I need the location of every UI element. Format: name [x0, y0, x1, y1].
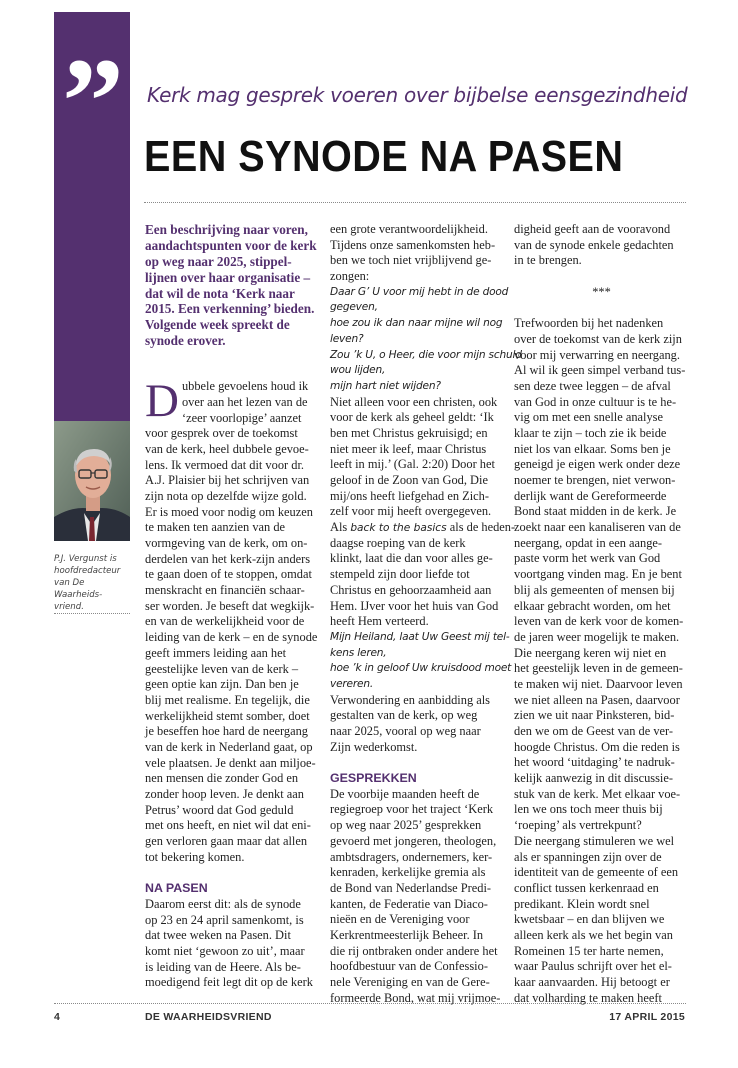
publication-name: DE WAARHEIDSVRIEND [145, 1011, 272, 1023]
drop-cap: D [145, 375, 179, 428]
article-column-3: digheid geeft aan de vooravond van de synode enkele gedachten in te brengen. *** Trefwoorden bij het nadenken over de toekomst van de kerk zijn voor mij verwarring en neergang. Al wil ik geen simpel verband tus- sen deze twee leggen – de afval van God in onze cultuur is te he- vig om met een snelle analyse klaar te zijn – toch zie ik beide niet los van elkaar. Soms ben je geneigd je eigen werk onder deze noemer te brengen, niet verwon- derlijk want de Gereformeerde Bond staat midden in de kerk. Je zoekt naar een kanaliseren van de neergang, opdat in een aange- paste vorm het werk van God voortgang vinden mag. En je bent blij als gemeenten of mensen bij elkaar gebracht worden, om het leven van de kerk voor de komen- de jaren weer mogelijk te maken. Die neergang keren wij niet en het geestelijk leven in de gemeen- te maken wij niet. Daarvoor leven we niet alleen na Pasen, daarvoor zien we uit naar Pinksteren, bid- den we om de Geest van de ver- hoogde Christus. Om die reden is het woord ‘uitdaging’ te nadruk- kelijk aanwezig in dit discussie- stuk van de kerk. Met elkaar voe- len we ons toch meer thuis bij ‘roeping’ als vertrekpunt? Die neergang stimuleren we wel als er spanningen zijn over de identiteit van de gemeente of een conflict tussen kerkenraad en predikant. Klein wordt snel kwetsbaar – en dan blijven we alleen kerk als we het begin van Romeinen 15 ter harte nemen, waar Paulus schrijft over het el- kaar aanvaarden. Hij betoogt er dat volharding te maken heeft [514, 222, 689, 1006]
article-column-2: een grote verantwoordelijkheid. Tijdens onze samenkomsten heb- ben we toch niet vrijblijvend ge- zongen: Daar G’ U voor mij hebt in de dood gegeven, hoe zou ik dan naar mijne wil nog leven? Zou ’k U, o Heer, die voor mijn schuld wou lijden, mijn hart niet wijden? Niet alleen voor een christen, ook voor de kerk als geheel geldt: ‘Ik ben met Christus gekruisigd; en niet meer ik leef, maar Christus leeft in mij.’ (Gal. 2:20) Door het geloof in de Zoon van God, Die mij/ons heeft liefgehad en Zich- zelf voor mij heeft overgegeven. Als back to the basics als de heden- daagse roeping van de kerk klinkt, laat die dan voor alles ge- stempeld zijn door liefde tot Christus en gehoorzaamheid aan Hem. IJver voor het huis van God heeft Hem verteerd. Mijn Heiland, laat Uw Geest mij tel- kens leren, hoe ’k in geloof Uw kruisdood moet vereren. Verwondering en aanbidding als gestalten van de kerk, op weg naar 2025, vooral op weg naar Zijn wederkomst. GESPREKKEN De voorbije maanden heeft de regiegroep voor het traject ‘Kerk op weg naar 2025’ gesprekken gevoerd met jongeren, theologen, ambtsdragers, ondernemers, ker- kenraden, kerkelijke gremia als de Bond van Nederlandse Predi- kanten, de Federatie van Diaco- nieën en de Vereniging voor Kerkrentmeesterlijk Beheer. In die rij ontbraken onder andere het hoofdbestuur van de Confessio- nele Vereniging en van de Gere- formeerde Bond, wat mij vrijmoe- [330, 222, 522, 1005]
article-intro: Een beschrijving naar voren, aandachtspunten voor de kerk op weg naar 2025, stippel- lijnen over haar organisatie – dat wil de nota ‘Kerk naar 2015. Een verkenning’ bieden. Volgende week spreekt de synode erover. [145, 222, 317, 349]
footer-divider [54, 1003, 686, 1004]
article-column-1 [145, 222, 320, 991]
section-heading-na-pasen: NA PASEN [145, 881, 208, 896]
psalm-quote-2: Mijn Heiland, laat Uw Geest mij tel- kens leren, hoe ’k in geloof Uw kruisdood moet vereren. [330, 630, 512, 690]
article-body: D ubbele gevoelens houd ik over aan het lezen van de ‘zeer voorlopige’ aanzet voor gesprek over de toekomst van de kerk, heel dubbele gevoe- lens. Ik vermoed dat dit voor dr. A.J. Plaisier bij het schrijven van zijn nota op dezelfde wijze gold. Er is moed voor nodig om keuzen te maken ten aanzien van de vormgeving van de kerk, om on- derdelen van het kerk-zijn anders te gaan doen of te stoppen, omdat menskracht en financiën schaar- ser worden. Je beseft dat wegkijk- en van de werkelijkheid voor de leiding van de kerk – en de synode geeft immers leiding aan het geestelijke leven van de kerk – geen optie kan zijn. Dan ben je blij met realisme. En tegelijk, die werkelijkheid stemt somber, doet je beseffen hoe hard de neergang van de kerk in Nederland gaat, op vele plaatsen. Je denkt aan miljoe- nen mensen die zonder God en zonder hoop leven. Je denkt aan Petrus’ woord dat God geduld met ons heeft, en niet wil dat eni- gen verloren gaan maar dat allen tot bekering komen. NA PASEN Daarom eerst dit: als de synode op 23 en 24 april samenkomt, is dat twee weken na Pasen. Dit komt niet ‘gewoon zo uit’, maar is leiding van de Heere. Als be- moedigend feit legt dit op de kerk [145, 379, 320, 991]
quote-mark-icon: ” [62, 33, 124, 170]
article-kicker: Kerk mag gesprek voeren over bijbelse eensgezindheid [147, 83, 688, 107]
issue-date: 17 APRIL 2015 [609, 1011, 685, 1023]
photo-caption: P.J. Vergunst is hoofdredacteur van De Waarheids- vriend. [54, 554, 121, 612]
caption-divider [54, 613, 130, 614]
article-headline: EEN SYNODE NA PASEN [144, 132, 624, 181]
headline-divider [144, 202, 686, 203]
author-portrait-icon [54, 421, 130, 541]
section-separator: *** [592, 284, 611, 299]
italic-phrase: back to the basics [350, 522, 447, 535]
section-heading-gesprekken: GESPREKKEN [330, 771, 417, 786]
author-photo [54, 421, 130, 541]
psalm-quote-1: Daar G’ U voor mij hebt in de dood gegeven, hoe zou ik dan naar mijne wil nog leven? Zou ’k U, o Heer, die voor mijn schuld wou lijden, mijn hart niet wijden? [330, 285, 522, 392]
page-number: 4 [54, 1011, 61, 1023]
